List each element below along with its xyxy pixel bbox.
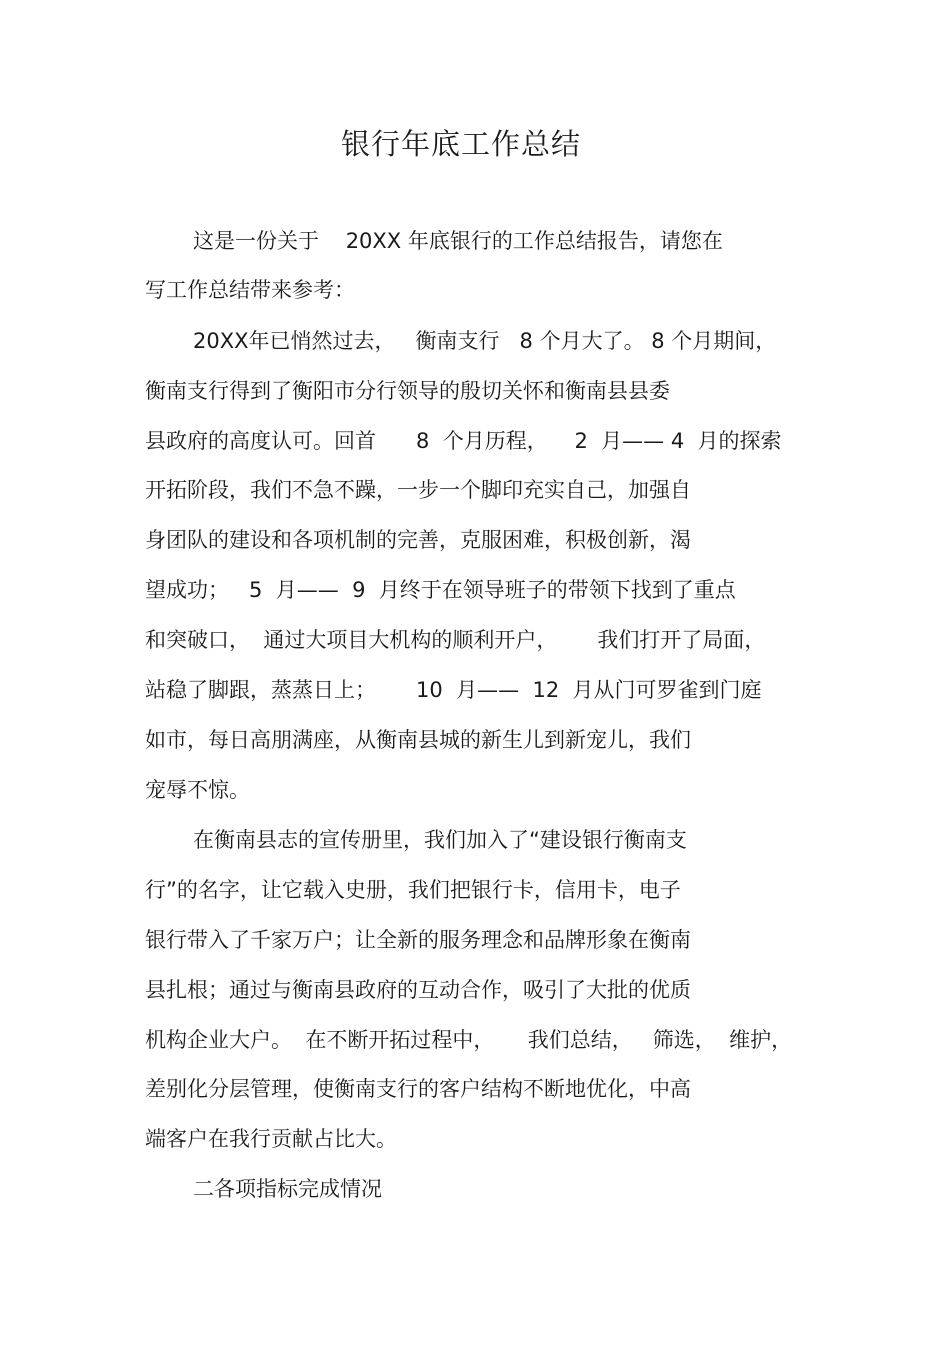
paragraph-2-line-7: 和突破口， 通过大项目大机构的顺利开户， 我们打开了局面， [145,628,766,652]
paragraph-2-line-8: 站稳了脚跟，蒸蒸日上； 10 月—— 12 月从门可罗雀到门庭 [145,678,762,702]
paragraph-2-line-4: 开拓阶段，我们不急不躁，一步一个脚印充实自己，加强自 [145,478,691,502]
paragraph-3-line-4: 县扎根；通过与衡南县政府的互动合作，吸引了大批的优质 [145,978,691,1002]
paragraph-3-line-2: 行”的名字，让它载入史册，我们把银行卡，信用卡，电子 [145,878,681,902]
paragraph-3-line-6: 差别化分层管理，使衡南支行的客户结构不断地优化，中高 [145,1077,691,1101]
paragraph-2-line-1: 20XX年已悄然过去， 衡南支行 8 个月大了。 8 个月期间， [193,329,777,353]
paragraph-3-line-7: 端客户在我行贡献占比大。 [145,1127,397,1151]
section-heading-indicators: 二各项指标完成情况 [193,1177,382,1201]
paragraph-1-line-1: 这是一份关于 20XX 年底银行的工作总结报告，请您在 [193,229,723,253]
paragraph-3-line-5: 机构企业大户。 在不断开拓过程中， 我们总结， 筛选， 维护， [145,1028,793,1052]
paragraph-2-line-9: 如市，每日高朋满座，从衡南县城的新生儿到新宠儿，我们 [145,728,691,752]
paragraph-2-line-3: 县政府的高度认可。回首 8 个月历程， 2 月—— 4 月的探索 [145,429,782,453]
paragraph-3-line-3: 银行带入了千家万户；让全新的服务理念和品牌形象在衡南 [145,928,691,952]
paragraph-2-line-5: 身团队的建设和各项机制的完善，克服困难，积极创新，渴 [145,528,691,552]
paragraph-1-line-2: 写工作总结带来参考： [145,278,355,302]
document-title: 银行年底工作总结 [340,127,581,161]
paragraph-2-line-2: 衡南支行得到了衡阳市分行领导的殷切关怀和衡南县县委 [145,379,670,403]
paragraph-3-line-1: 在衡南县志的宣传册里，我们加入了“建设银行衡南支 [193,828,687,852]
paragraph-2-line-6: 望成功； 5 月—— 9 月终于在领导班子的带领下找到了重点 [145,578,736,602]
paragraph-2-line-10: 宠辱不惊。 [145,778,250,802]
